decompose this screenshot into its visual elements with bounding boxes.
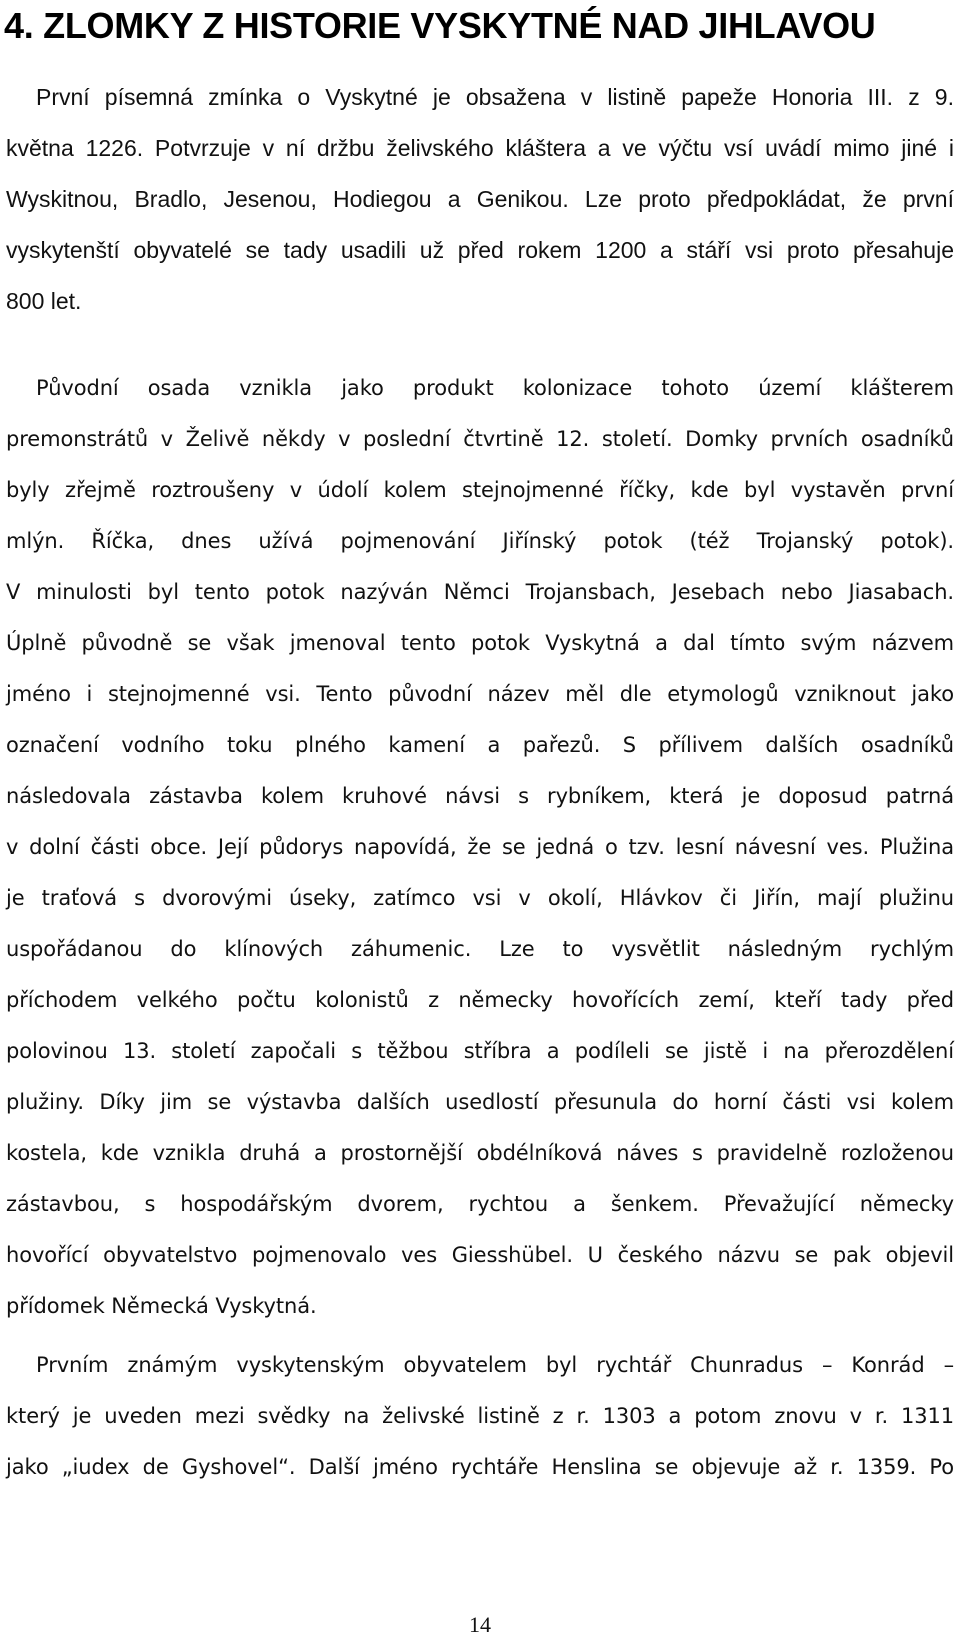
text-line: zástavbou, s hospodářským dvorem, rychtou a šenkem. Převažující německy <box>6 1192 954 1216</box>
text-line: mlýn. Říčka, dnes užívá pojmenování Jiřínský potok (též Trojanský potok). <box>6 529 954 553</box>
text-line: Prvním známým vyskytenským obyvatelem byl rychtář Chunradus – Konrád – <box>36 1353 954 1377</box>
text-line: V minulosti byl tento potok nazýván Němci Trojansbach, Jesebach nebo Jiasabach. <box>6 580 954 604</box>
text-line: premonstrátů v Želivě někdy v poslední čtvrtině 12. století. Domky prvních osadníků <box>6 427 954 451</box>
text-line: byly zřejmě roztroušeny v údolí kolem stejnojmenné říčky, kde byl vystavěn první <box>6 478 954 502</box>
text-line: polovinou 13. století započali s těžbou stříbra a podíleli se jistě i na přerozdělení <box>6 1039 954 1063</box>
text-line: je traťová s dvorovými úseky, zatímco vsi v okolí, Hlávkov či Jiřín, mají plužinu <box>6 886 954 910</box>
text-line: jméno i stejnojmenné vsi. Tento původní název měl dle etymologů vzniknout jako <box>6 682 954 706</box>
text-line: května 1226. Potvrzuje v ní držbu želivského kláštera a ve výčtu vsí uvádí mimo jiné i <box>6 135 954 161</box>
text-line: První písemná zmínka o Vyskytné je obsažena v listině papeže Honoria III. z 9. <box>36 84 954 110</box>
text-line: Úplně původně se však jmenoval tento potok Vyskytná a dal tímto svým názvem <box>6 631 954 655</box>
text-line: hovořící obyvatelstvo pojmenovalo ves Giesshübel. U českého názvu se pak objevil <box>6 1243 954 1267</box>
text-line: uspořádanou do klínových záhumenic. Lze to vysvětlit následným rychlým <box>6 937 954 961</box>
text-line: v dolní části obce. Její půdorys napovídá, že se jedná o tzv. lesní návesní ves. Plužina <box>6 835 954 859</box>
paragraph-settlement-origins <box>6 363 954 1332</box>
text-line: přídomek Německá Vyskytná. <box>6 1294 317 1318</box>
text-line: který je uveden mezi svědky na želivské listině z r. 1303 a potom znovu v r. 1311 <box>6 1404 954 1428</box>
paragraph-first-mention <box>6 72 954 327</box>
text-line: kostela, kde vznikla druhá a prostornější obdélníková náves s pravidelně rozloženou <box>6 1141 954 1165</box>
page-number: 14 <box>469 1612 491 1637</box>
text-line: Původní osada vznikla jako produkt kolonizace tohoto území klášterem <box>36 376 954 400</box>
text-line: 800 let. <box>6 288 82 314</box>
text-line: následovala zástavba kolem kruhové návsi s rybníkem, která je doposud patrná <box>6 784 954 808</box>
text-line: Wyskitnou, Bradlo, Jesenou, Hodiegou a Genikou. Lze proto předpokládat, že první <box>6 186 954 212</box>
paragraph-first-inhabitant <box>6 1340 954 1493</box>
chapter-heading: 4. ZLOMKY Z HISTORIE VYSKYTNÉ NAD JIHLAVOU <box>4 5 876 46</box>
text-line: označení vodního toku plného kamení a pařezů. S přílivem dalších osadníků <box>6 733 954 757</box>
text-line: příchodem velkého počtu kolonistů z německy hovořících zemí, kteří tady před <box>6 988 954 1012</box>
text-line: plužiny. Díky jim se výstavba dalších usedlostí přesunula do horní části vsi kolem <box>6 1090 954 1114</box>
text-line: jako „iudex de Gyshovel“. Další jméno rychtáře Henslina se objevuje až r. 1359. Po <box>6 1455 954 1479</box>
text-line: vyskytenští obyvatelé se tady usadili už před rokem 1200 a stáří vsi proto přesahuje <box>6 237 954 263</box>
